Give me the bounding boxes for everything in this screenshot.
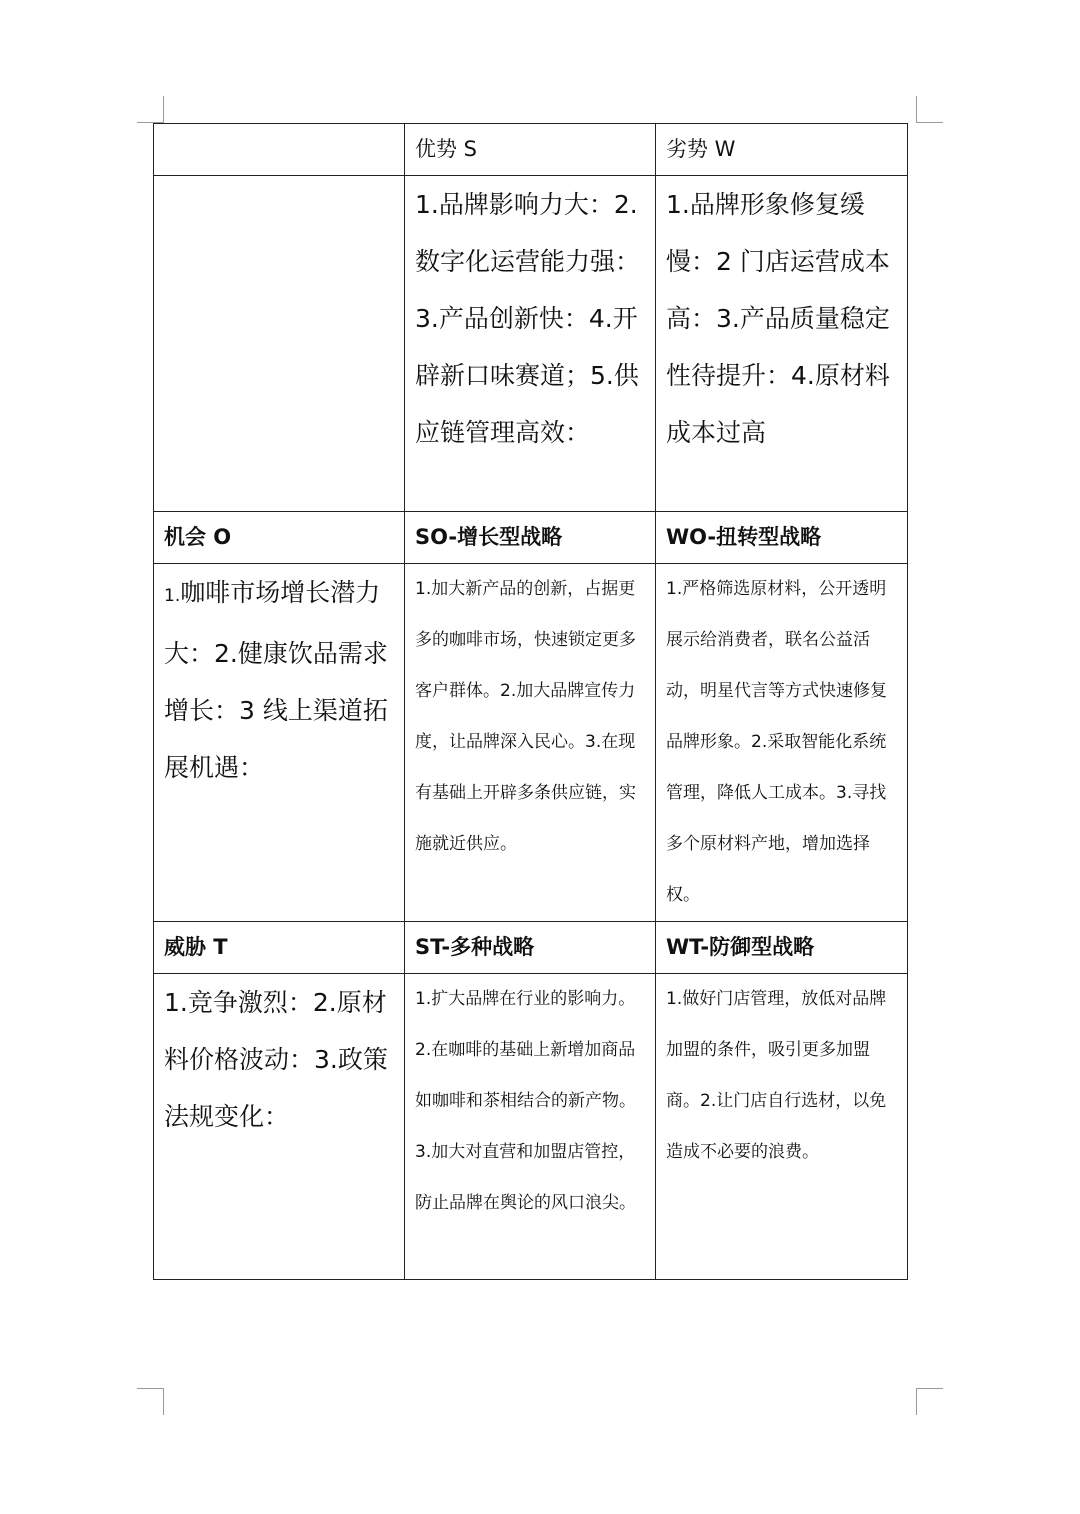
- threats-list: 1.竞争激烈：2.原材料价格波动：3.政策法规变化：: [154, 974, 405, 1280]
- wo-strategy-title: WO-扭转型战略: [656, 512, 908, 564]
- opportunity-label: 机会 O: [154, 512, 405, 564]
- page-corner-mark-top-right: [916, 96, 943, 123]
- empty-corner-cell: [154, 124, 405, 176]
- wt-strategy-title: WT-防御型战略: [656, 922, 908, 974]
- weaknesses-list: 1.品牌形象修复缓慢：2 门店运营成本高：3.产品质量稳定性待提升：4.原材料成本过高: [656, 176, 908, 512]
- table-row: [154, 974, 908, 1280]
- opportunities-list-text: 咖啡市场增长潜力大：2.健康饮品需求增长：3 线上渠道拓展机遇：: [164, 578, 388, 782]
- page-corner-mark-bottom-right: [916, 1388, 943, 1415]
- strengths-list: 1.品牌影响力大：2.数字化运营能力强：3.产品创新快：4.开辟新口味赛道；5.供应链管理高效：: [405, 176, 656, 512]
- table-row: [154, 124, 908, 176]
- wt-strategy-text: 1.做好门店管理，放低对品牌加盟的条件，吸引更多加盟商。2.让门店自行选材，以免造成不必要的浪费。: [656, 974, 908, 1280]
- weakness-header: 劣势 W: [656, 124, 908, 176]
- table-row: [154, 922, 908, 974]
- empty-cell: [154, 176, 405, 512]
- opportunities-list: [154, 564, 405, 922]
- table-row: [154, 512, 908, 564]
- page-corner-mark-top-left: [137, 96, 164, 123]
- wo-strategy-text: 1.严格筛选原材料，公开透明展示给消费者，联名公益活动，明星代言等方式快速修复品牌形象。2.采取智能化系统管理，降低人工成本。3.寻找多个原材料产地，增加选择权。: [656, 564, 908, 922]
- swot-table: [153, 123, 908, 1280]
- threat-label: 威胁 T: [154, 922, 405, 974]
- strength-header: 优势 S: [405, 124, 656, 176]
- table-row: [154, 564, 908, 922]
- st-strategy-text: 1.扩大品牌在行业的影响力。2.在咖啡的基础上新增加商品如咖啡和茶相结合的新产物。3.加大对直营和加盟店管控，防止品牌在舆论的风口浪尖。: [405, 974, 656, 1280]
- st-strategy-title: ST-多种战略: [405, 922, 656, 974]
- so-strategy-title: SO-增长型战略: [405, 512, 656, 564]
- page-corner-mark-bottom-left: [137, 1388, 164, 1415]
- table-row: [154, 176, 908, 512]
- opportunities-list-number: 1.: [164, 586, 181, 606]
- so-strategy-text: 1.加大新产品的创新，占据更多的咖啡市场，快速锁定更多客户群体。2.加大品牌宣传力度，让品牌深入民心。3.在现有基础上开辟多条供应链，实施就近供应。: [405, 564, 656, 922]
